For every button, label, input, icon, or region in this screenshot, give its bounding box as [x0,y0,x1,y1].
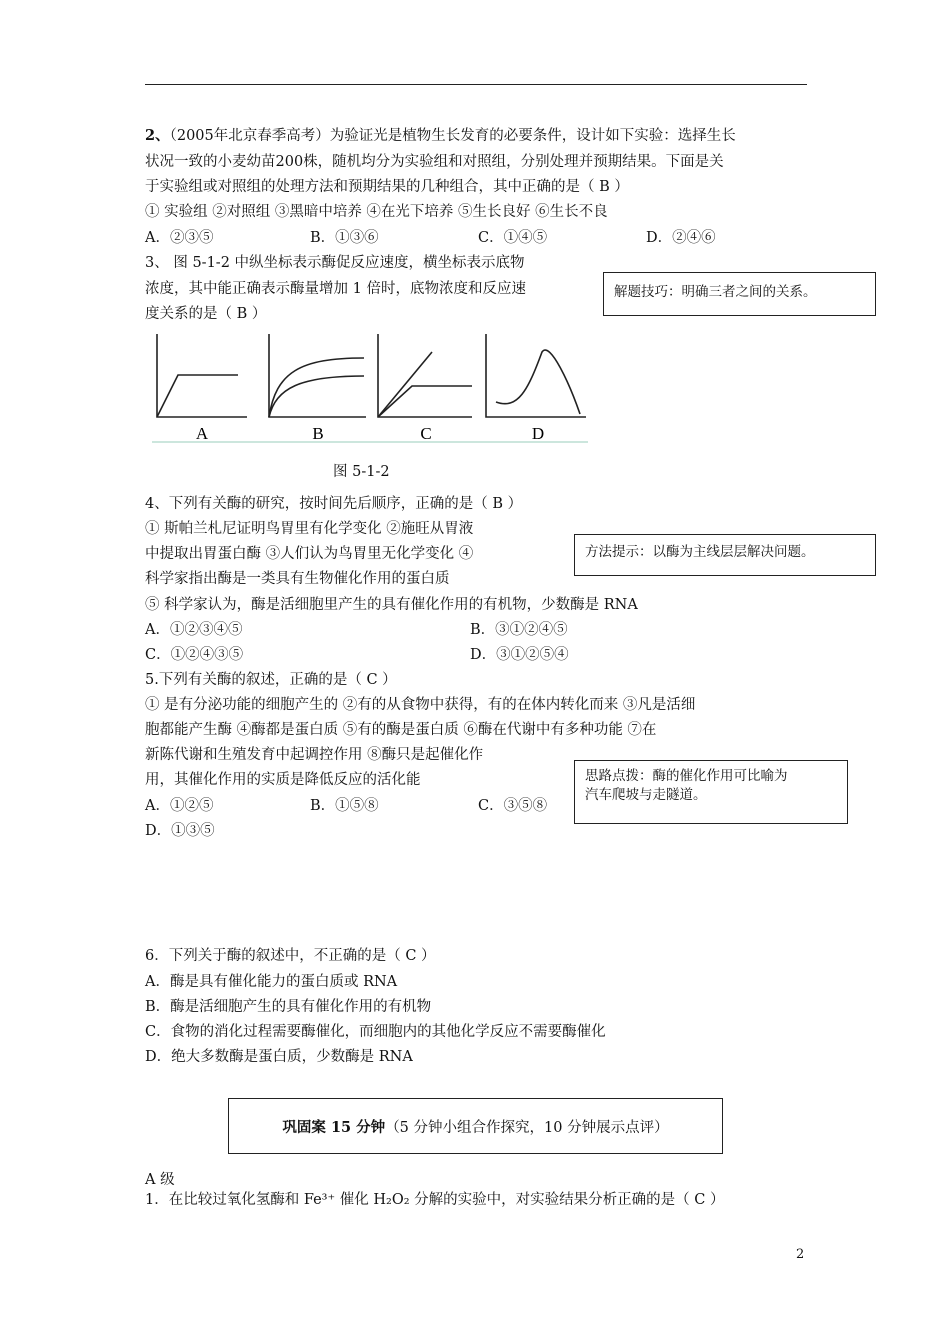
q5-line-3: 胞都能产生酶 ④酶都是蛋白质 ⑤有的酶是蛋白质 ⑥酶在代谢中有多种功能 ⑦在 [145,722,657,738]
graph-b-label: B [312,424,324,443]
graph-b-curve-1 [269,358,364,417]
graph-c-label: C [420,424,432,443]
graph-c-curve-2 [378,386,472,417]
graph-a-label: A [195,424,209,443]
q2-option-d: D．②④⑥ [646,230,716,246]
page-number: 2 [796,1247,805,1262]
q3-line-2: 浓度，其中能正确表示酶量增加 1 倍时，底物浓度和反应速 [145,281,526,297]
tip-box-solving: 解题技巧：明确三者之间的关系。 [603,272,876,316]
header-rule [145,84,807,85]
q5-option-c: C．③⑤⑧ [478,798,548,814]
graph-d-curve [496,350,580,414]
q4-line-1: 4、下列有关酶的研究，按时间先后顺序，正确的是（ B ） [145,496,523,512]
q6-option-c: C．食物的消化过程需要酶催化，而细胞内的其他化学反应不需要酶催化 [145,1024,606,1040]
q2-option-b: B．①③⑥ [310,230,379,246]
q2-option-a: A．②③⑤ [145,230,214,246]
q4-option-c: C．①②④③⑤ [145,647,244,663]
q3-line-3: 度关系的是（ B ） [145,306,267,322]
tip-box-method: 方法提示：以酶为主线层层解决问题。 [574,534,876,576]
q3-line-1: 3、 图 5-1-2 中纵坐标表示酶促反应速度，横坐标表示底物 [145,255,525,271]
consolidation-title: 巩固案 15 分钟 [282,1118,386,1136]
figure-caption: 图 5-1-2 [333,464,390,480]
q2-line-4: ① 实验组 ②对照组 ③黑暗中培养 ④在光下培养 ⑤生长良好 ⑥生长不良 [145,204,608,220]
q4-line-2: ① 斯帕兰札尼证明鸟胃里有化学变化 ②施旺从胃液 [145,521,474,537]
tip-hint-line-2: 汽车爬坡与走隧道。 [585,787,707,803]
q4-line-4: 科学家指出酶是一类具有生物催化作用的蛋白质 [145,571,450,587]
q5-line-1: 5.下列有关酶的叙述，正确的是（ C ） [145,672,397,688]
q6-option-d: D．绝大多数酶是蛋白质，少数酶是 RNA [145,1049,413,1065]
tip-hint-line-1: 思路点拨：酶的催化作用可比喻为 [585,768,788,784]
q5-line-5: 用，其催化作用的实质是降低反应的活化能 [145,772,421,788]
q2-line-1: 2、（2005年北京春季高考）为验证光是植物生长发育的必要条件，设计如下实验：选择生长 [145,127,736,144]
q4-line-3: 中提取出胃蛋白酶 ③人们认为鸟胃里无化学变化 ④ [145,546,474,562]
q2-option-c: C．①④⑤ [478,230,548,246]
level-a-label: A 级 [145,1172,175,1188]
q4-line-5: ⑤ 科学家认为，酶是活细胞里产生的具有催化作用的有机物，少数酶是 RNA [145,597,638,613]
q5-option-d: D．①③⑤ [145,823,215,839]
tip-box-hint [574,760,848,824]
graph-d-axes [486,334,586,417]
consolidation-box [228,1098,723,1154]
q4-option-b: B．③①②④⑤ [470,622,568,638]
q5-option-b: B．①⑤⑧ [310,798,379,814]
graph-a-curve [157,375,238,417]
q6-line-1: 6．下列关于酶的叙述中，不正确的是（ C ） [145,948,436,964]
q2-line-2: 状况一致的小麦幼苗200株，随机均分为实验组和对照组，分别处理并预期结果。下面是关 [145,154,724,170]
q5-line-4: 新陈代谢和生殖发育中起调控作用 ⑧酶只是起催化作 [145,747,484,763]
q4-option-d: D．③①②⑤④ [470,647,569,663]
figure-5-1-2 [150,330,590,445]
q2-line-3: 于实验组或对照组的处理方法和预期结果的几种组合，其中正确的是（ B ） [145,179,629,195]
consolidation-note: （5 分钟小组合作探究，10 分钟展示点评） [385,1119,669,1136]
q5-option-a: A．①②⑤ [145,798,214,814]
level-a-question-1: 1．在比较过氧化氢酶和 Fe³⁺ 催化 H₂O₂ 分解的实验中，对实验结果分析正确的是（ C ） [145,1192,725,1208]
graph-d-label: D [531,424,545,443]
graph-c-curve-1 [378,352,432,417]
q6-option-b: B．酶是活细胞产生的具有催化作用的有机物 [145,999,432,1015]
q5-line-2: ① 是有分泌功能的细胞产生的 ②有的从食物中获得，有的在体内转化而来 ③凡是活细 [145,697,696,713]
q4-option-a: A．①②③④⑤ [145,622,243,638]
q6-option-a: A．酶是具有催化能力的蛋白质或 RNA [145,974,398,990]
